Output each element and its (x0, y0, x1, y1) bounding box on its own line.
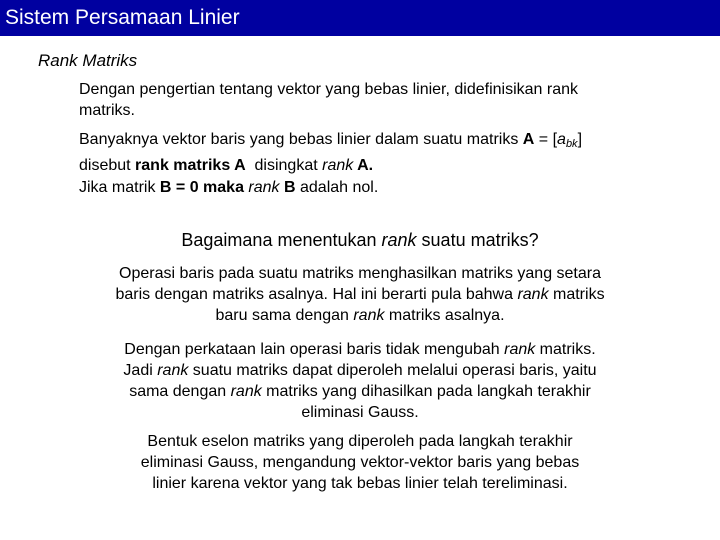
paragraph-line (60, 284, 660, 305)
text-segment: sama dengan (129, 383, 231, 400)
section-title: Rank Matriks (38, 51, 138, 70)
text-segment: suatu matriks? (416, 230, 539, 250)
paragraph-line (60, 339, 660, 360)
paragraph-line: eliminasi Gauss, mengandung vektor-vektor baris yang bebas (140, 454, 580, 471)
text-segment: baris dengan matriks asalnya. Hal ini berarti pula bahwa (115, 286, 518, 303)
text-segment: Bagaimana menentukan (181, 230, 382, 250)
rank-definition-line-2 (79, 155, 669, 176)
text-segment: matriks (548, 286, 605, 303)
text-segment: baru sama dengan (215, 307, 354, 324)
matrix-symbol-b: B (279, 179, 296, 196)
rank-italic: rank (243, 179, 280, 196)
rank-italic: rank (157, 362, 189, 379)
paragraph-line: Operasi baris pada suatu matriks menghasilkan matriks yang setara (119, 265, 601, 282)
rank-italic: rank (504, 341, 536, 358)
rank-italic: rank (517, 286, 549, 303)
rank-definition-paragraph (79, 129, 669, 176)
page-title: Sistem Persamaan Linier (5, 6, 240, 29)
zero-matrix-term: B = 0 maka (159, 179, 244, 196)
matrix-symbol-a: A. (353, 157, 374, 174)
element-subscript: bk (565, 138, 578, 150)
paragraph-line: Bentuk eselon matriks yang diperoleh pada langkah terakhir (147, 433, 573, 450)
question-heading (0, 228, 720, 252)
rank-definition-line-1 (79, 129, 669, 155)
rank-italic: rank (381, 230, 417, 250)
zero-matrix-line (79, 177, 669, 198)
paragraph-line (60, 305, 660, 326)
text-segment: = [ (534, 131, 558, 148)
text-segment: Jadi (123, 362, 158, 379)
definition-line-2: matriks. (79, 102, 135, 119)
rank-preservation-paragraph (60, 339, 660, 423)
header-bar (0, 0, 720, 36)
text-segment: disebut (79, 157, 136, 174)
paragraph-line (60, 381, 660, 402)
text-segment: ] (577, 131, 583, 148)
text-segment: Jika matrik (79, 179, 160, 196)
definition-paragraph (79, 79, 669, 121)
text-segment: disingkat (245, 157, 323, 174)
text-segment: Dengan perkataan lain operasi baris tidak mengubah (124, 341, 505, 358)
rank-italic: rank (353, 307, 385, 324)
row-operation-paragraph (60, 263, 660, 326)
text-segment: matriks yang dihasilkan pada langkah terakhir (261, 383, 591, 400)
rank-term: rank matriks A (135, 157, 246, 174)
text-segment: suatu matriks dapat diperoleh melalui operasi baris, yaitu (188, 362, 597, 379)
text-segment: matriks asalnya. (384, 307, 505, 324)
definition-line-1: Dengan pengertian tentang vektor yang bebas linier, didefinisikan rank (79, 81, 578, 98)
text-segment: matriks. (535, 341, 596, 358)
element-symbol: a (557, 131, 566, 148)
echelon-form-paragraph (60, 431, 660, 494)
text-segment: adalah nol. (295, 179, 379, 196)
zero-matrix-paragraph (79, 177, 669, 198)
text-segment: Banyaknya vektor baris yang bebas linier dalam suatu matriks (79, 131, 523, 148)
rank-italic: rank (322, 157, 354, 174)
matrix-symbol-a: A (522, 131, 535, 148)
paragraph-line: linier karena vektor yang tak bebas linier telah tereliminasi. (152, 475, 568, 492)
rank-italic: rank (230, 383, 262, 400)
paragraph-line (60, 360, 660, 381)
paragraph-line: eliminasi Gauss. (301, 404, 419, 421)
